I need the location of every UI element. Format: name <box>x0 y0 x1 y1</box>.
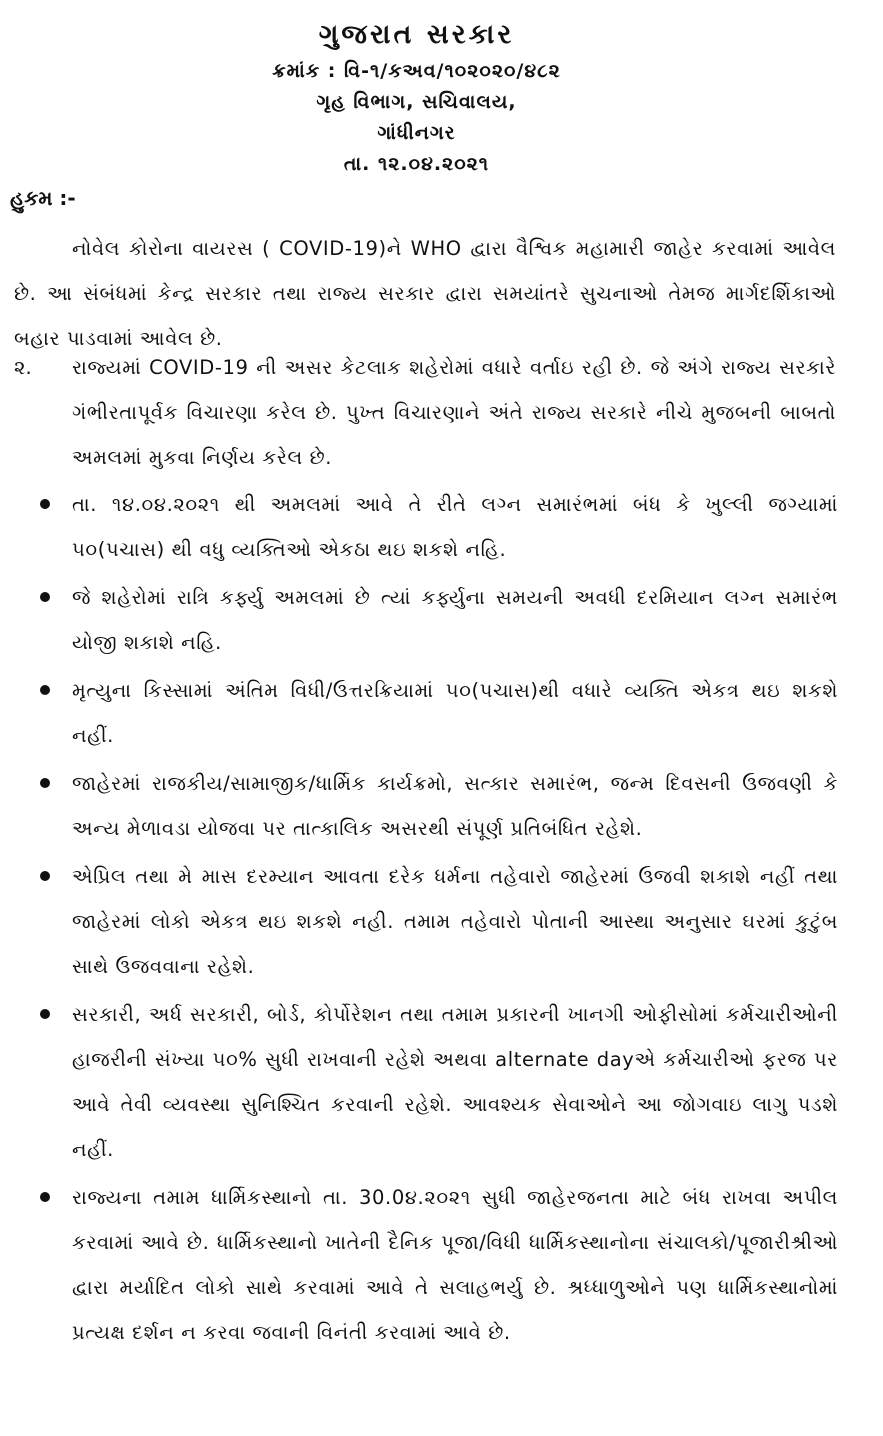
directive-item <box>0 482 838 572</box>
directive-item <box>0 854 838 989</box>
bullet-dot-icon <box>40 778 50 788</box>
directive-item <box>0 668 838 758</box>
order-date: તા. ૧૨.૦૪.૨૦૨૧ <box>343 153 490 175</box>
document-header <box>0 14 833 180</box>
directive-item <box>0 1175 838 1355</box>
directive-text: જે શહેરોમાં રાત્રિ કર્ફ્યુ અમલમાં છે ત્યાં કર્ફ્યુના સમયની અવધી દરમિયાન લગ્ન સમારંભ યોજી શકાશે નહિ. <box>72 586 838 654</box>
bullet-dot-icon <box>40 1009 50 1019</box>
bullet-dot-icon <box>40 685 50 695</box>
directive-text: તા. ૧૪.૦૪.૨૦૨૧ થી અમલમાં આવે તે રીતે લગ્ન સમારંભમાં બંધ કે ખુલ્લી જગ્યામાં ૫૦(પચાસ) થી વધુ વ્યક્તિઓ એકઠા થઇ શકશે નહિ. <box>72 493 838 561</box>
directive-item <box>0 575 838 665</box>
directive-item <box>0 992 838 1172</box>
bullet-dot-icon <box>40 499 50 509</box>
directive-list <box>0 482 883 1358</box>
directive-text: રાજ્યના તમામ ધાર્મિકસ્થાનો તા. 30.0૪.૨૦૨૧ સુધી જાહેરજનતા માટે બંધ રાખવા અપીલ કરવામાં આવે છે. ધાર્મિકસ્થાનો ખાતેની દૈનિક પૂજા/વિધી ધાર્મિકસ્થાનોના સંચાલકો/પૂજારીશ્રીઓ દ્વારા મર્યાદિત લોકો સાથે કરવામાં આવે તે સલાહભર્યુ છે. શ્રધ્ધાળુઓને પણ ધાર્મિકસ્થાનોમાં પ્રત્યક્ષ દર્શન ન કરવા જવાની વિનંતી કરવામાં આવે છે. <box>72 1186 838 1344</box>
order-label: હુકમ :- <box>10 186 76 210</box>
directive-item <box>0 761 838 851</box>
directive-text: મૃત્યુના કિસ્સામાં અંતિમ વિધી/ઉત્તરક્રિયામાં ૫૦(પચાસ)થી વધારે વ્યક્તિ એકત્ર થઇ શકશે નહીં. <box>72 679 838 747</box>
city-name: ગાંધીનગર <box>377 122 456 144</box>
order-number: ક્રમાંક : વિ-૧/કઅવ/૧૦૨૦૨૦/૪૮૨ <box>272 60 561 82</box>
paragraph-1: નોવેલ કોરોના વાયરસ ( COVID-19)ને WHO દ્વારા વૈશ્વિક મહામારી જાહેર કરવામાં આવેલ છે. આ સંબંધમાં કેન્દ્ર સરકાર તથા રાજ્ય સરકાર દ્વારા સમયાંતરે સુચનાઓ તેમજ માર્ગદર્શિકાઓ બહાર પાડવામાં આવેલ છે. <box>14 237 836 350</box>
bullet-dot-icon <box>40 871 50 881</box>
department-name: ગૃહ વિભાગ, સચિવાલય, <box>316 91 517 113</box>
paragraph-2-number: ૨. <box>14 356 32 379</box>
directive-text: જાહેરમાં રાજકીય/સામાજીક/ધાર્મિક કાર્યક્રમો, સત્કાર સમારંભ, જન્મ દિવસની ઉજવણી કે અન્ય મેળાવડા યોજવા પર તાત્કાલિક અસરથી સંપૂર્ણ પ્રતિબંધિત રહેશે. <box>72 772 838 840</box>
directive-text: એપ્રિલ તથા મે માસ દરમ્યાન આવતા દરેક ધર્મના તહેવારો જાહેરમાં ઉજવી શકાશે નહીં તથા જાહેરમાં લોકો એકત્ર થઇ શકશે નહી. તમામ તહેવારો પોતાની આસ્થા અનુસાર ઘરમાં કુટુંબ સાથે ઉજવવાના રહેશે. <box>72 865 838 978</box>
bullet-dot-icon <box>40 592 50 602</box>
government-title: ગુજરાત સરકાર <box>318 19 515 50</box>
directive-text: સરકારી, અર્ધ સરકારી, બોર્ડ, કોર્પોરેશન તથા તમામ પ્રકારની ખાનગી ઓફીસોમાં કર્મચારીઓની હાજરીની સંખ્યા ૫૦% સુધી રાખવાની રહેશે અથવા alternate dayએ કર્મચારીઓ ફરજ પર આવે તેવી વ્યવસ્થા સુનિશ્ચિત કરવાની રહેશે. આવશ્યક સેવાઓને આ જોગવાઇ લાગુ પડશે નહીં. <box>72 1003 838 1161</box>
paragraph-2: રાજ્યમાં COVID-19 ની અસર કેટલાક શહેરોમાં વધારે વર્તાઇ રહી છે. જે અંગે રાજ્ય સરકારે ગંભીરતાપૂર્વક વિચારણા કરેલ છે. પુખ્ત વિચારણાને અંતે રાજ્ય સરકારે નીચે મુજબની બાબતો અમલમાં મુકવા નિર્ણય કરેલ છે. <box>72 356 836 469</box>
bullet-dot-icon <box>40 1192 50 1202</box>
